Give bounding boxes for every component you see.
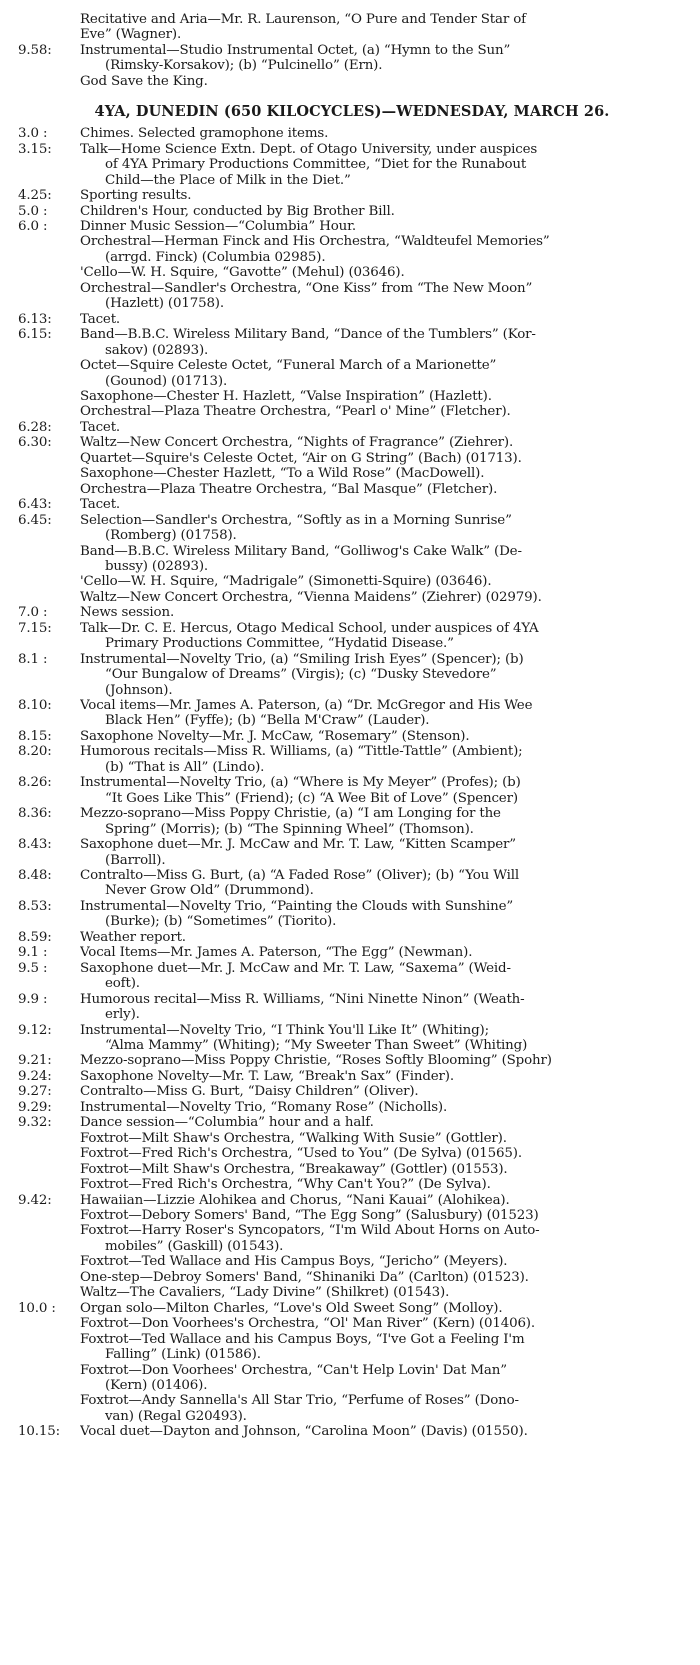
entry-text: “It Goes Like This” (Friend); (c) “A Wee Bit of Love” (Spencer) bbox=[105, 790, 518, 806]
programme-entry bbox=[18, 435, 686, 450]
entry-time bbox=[18, 1332, 80, 1347]
entry-text: Humorous recital—Miss R. Williams, “Nini Ninette Ninon” (Weath- bbox=[80, 991, 525, 1007]
entry-text: God Save the King. bbox=[80, 73, 208, 89]
entry-text: Weather report. bbox=[80, 929, 186, 945]
programme-entry bbox=[18, 744, 686, 759]
entry-time: 9.9 : bbox=[18, 991, 48, 1007]
entry-time bbox=[18, 1363, 80, 1378]
programme-entry bbox=[18, 621, 686, 636]
programme-line bbox=[18, 404, 686, 419]
entry-time bbox=[18, 173, 80, 188]
entry-text: Foxtrot—Harry Roser's Syncopators, “I'm Wild About Horns on Auto- bbox=[80, 1223, 540, 1239]
programme-line bbox=[18, 914, 686, 929]
entry-text: Instrumental—Novelty Trio, (a) “Smiling Irish Eyes” (Spencer); (b) bbox=[80, 651, 524, 667]
entry-time: 9.42: bbox=[18, 1192, 52, 1208]
entry-text: Selection—Sandler's Orchestra, “Softly as in a Morning Sunrise” bbox=[80, 512, 512, 528]
entry-time bbox=[18, 1409, 80, 1424]
entry-text: Children's Hour, conducted by Big Brother Bill. bbox=[80, 203, 395, 219]
programme-entry bbox=[18, 327, 686, 342]
programme-line bbox=[18, 883, 686, 898]
entry-text: Saxophone duet—Mr. J. McCaw and Mr. T. Law, “Kitten Scamper” bbox=[80, 837, 516, 853]
programme-line bbox=[18, 374, 686, 389]
entry-text: Saxophone—Chester Hazlett, “To a Wild Rose” (MacDowell). bbox=[80, 466, 485, 482]
programme-line bbox=[18, 58, 686, 73]
programme-entry bbox=[18, 945, 686, 960]
entry-text: (Rimsky-Korsakov); (b) “Pulcinello” (Ern). bbox=[105, 58, 383, 74]
entry-text: Dance session—“Columbia” hour and a half. bbox=[80, 1115, 374, 1131]
programme-line bbox=[18, 1007, 686, 1022]
programme-line bbox=[18, 234, 686, 249]
entry-text: (Gounod) (01713). bbox=[105, 373, 228, 389]
programme-line bbox=[18, 1270, 686, 1285]
entry-text: Talk—Dr. C. E. Hercus, Otago Medical School, under auspices of 4YA bbox=[80, 620, 539, 636]
entry-text: Waltz—New Concert Orchestra, “Nights of Fragrance” (Ziehrer). bbox=[80, 435, 514, 451]
entry-text: Tacet. bbox=[80, 311, 121, 327]
programme-line bbox=[18, 713, 686, 728]
entry-text: Quartet—Squire's Celeste Octet, “Air on G String” (Bach) (01713). bbox=[80, 450, 522, 466]
entry-text: Instrumental—Novelty Trio, “Painting the Clouds with Sunshine” bbox=[80, 898, 514, 914]
entry-text: Foxtrot—Don Voorhees' Orchestra, “Can't Help Lovin' Dat Man” bbox=[80, 1362, 507, 1378]
entry-time bbox=[18, 1254, 80, 1269]
entry-time bbox=[18, 636, 80, 651]
entry-time bbox=[18, 157, 80, 172]
entry-text: Octet—Squire Celeste Octet, “Funeral March of a Marionette” bbox=[80, 358, 497, 374]
entry-time bbox=[18, 976, 80, 991]
entry-text: Contralto—Miss G. Burt, (a) “A Faded Rose” (Oliver); (b) “You Will bbox=[80, 868, 520, 884]
programme-line bbox=[18, 636, 686, 651]
programme-entry bbox=[18, 930, 686, 945]
entry-text: Saxophone Novelty—Mr. J. McCaw, “Rosemary” (Stenson). bbox=[80, 728, 470, 744]
programme-entry bbox=[18, 142, 686, 157]
entry-text: 'Cello—W. H. Squire, “Madrigale” (Simonetti-Squire) (03646). bbox=[80, 574, 492, 590]
programme-line bbox=[18, 466, 686, 481]
programme-line bbox=[18, 574, 686, 589]
programme-line bbox=[18, 559, 686, 574]
entry-time bbox=[18, 1177, 80, 1192]
entry-text: Orchestral—Plaza Theatre Orchestra, “Pearl o' Mine” (Fletcher). bbox=[80, 404, 511, 420]
programme-entry bbox=[18, 1084, 686, 1099]
entry-time: 8.15: bbox=[18, 728, 52, 744]
programme-line bbox=[18, 12, 686, 27]
entry-text: bussy) (02893). bbox=[105, 558, 209, 574]
programme-line bbox=[18, 760, 686, 775]
entry-time bbox=[18, 667, 80, 682]
entry-time bbox=[18, 559, 80, 574]
entry-time bbox=[18, 590, 80, 605]
entry-text: Black Hen” (Fyffe); (b) “Bella M'Craw” (Lauder). bbox=[105, 713, 430, 729]
programme-line bbox=[18, 1332, 686, 1347]
entry-text: Spring” (Morris); (b) “The Spinning Wheel” (Thomson). bbox=[105, 821, 474, 837]
programme-line bbox=[18, 389, 686, 404]
entry-time: 8.1 : bbox=[18, 651, 48, 667]
programme-line bbox=[18, 683, 686, 698]
entry-text: sakov) (02893). bbox=[105, 342, 209, 358]
entry-time bbox=[18, 1393, 80, 1408]
programme-line bbox=[18, 667, 686, 682]
programme-entry bbox=[18, 652, 686, 667]
entry-text: Foxtrot—Debory Somers' Band, “The Egg Song” (Salusbury) (01523) bbox=[80, 1207, 539, 1223]
entry-text: (Johnson). bbox=[105, 682, 173, 698]
entry-time: 9.1 : bbox=[18, 945, 48, 961]
entry-time bbox=[18, 389, 80, 404]
entry-time: 6.0 : bbox=[18, 218, 48, 234]
programme-line bbox=[18, 791, 686, 806]
programme-entry bbox=[18, 698, 686, 713]
entry-time bbox=[18, 12, 80, 27]
programme-line bbox=[18, 1162, 686, 1177]
entry-time bbox=[18, 58, 80, 73]
entry-text: Waltz—New Concert Orchestra, “Vienna Maidens” (Ziehrer) (02979). bbox=[80, 589, 542, 605]
entry-time bbox=[18, 343, 80, 358]
entry-text: (Romberg) (01758). bbox=[105, 528, 237, 544]
entry-text: Foxtrot—Fred Rich's Orchestra, “Used to You” (De Sylva) (01565). bbox=[80, 1146, 522, 1162]
programme-line bbox=[18, 1146, 686, 1161]
previous-station-programme bbox=[18, 12, 686, 89]
entry-time: 9.12: bbox=[18, 1022, 52, 1038]
entry-time bbox=[18, 760, 80, 775]
programme-entry bbox=[18, 219, 686, 234]
entry-time: 9.5 : bbox=[18, 960, 48, 976]
programme-line bbox=[18, 157, 686, 172]
programme-line bbox=[18, 358, 686, 373]
programme-line bbox=[18, 1208, 686, 1223]
entry-time bbox=[18, 466, 80, 481]
entry-text: Foxtrot—Ted Wallace and His Campus Boys, “Jericho” (Meyers). bbox=[80, 1254, 508, 1270]
programme-line bbox=[18, 250, 686, 265]
programme-entry bbox=[18, 992, 686, 1007]
programme-line bbox=[18, 1378, 686, 1393]
entry-time bbox=[18, 1146, 80, 1161]
entry-time: 3.15: bbox=[18, 141, 52, 157]
entry-time bbox=[18, 1270, 80, 1285]
entry-text: Band—B.B.C. Wireless Military Band, “Dance of the Tumblers” (Kor- bbox=[80, 327, 536, 343]
entry-text: Dinner Music Session—“Columbia” Hour. bbox=[80, 218, 356, 234]
entry-time bbox=[18, 482, 80, 497]
programme-entry bbox=[18, 1023, 686, 1038]
entry-time bbox=[18, 1162, 80, 1177]
entry-time bbox=[18, 1378, 80, 1393]
entry-text: Foxtrot—Milt Shaw's Orchestra, “Walking With Susie” (Gottler). bbox=[80, 1130, 507, 1146]
entry-text: of 4YA Primary Productions Committee, “Diet for the Runabout bbox=[105, 157, 527, 173]
entry-text: Chimes. Selected gramophone items. bbox=[80, 126, 329, 142]
entry-text: Orchestral—Sandler's Orchestra, “One Kiss” from “The New Moon” bbox=[80, 280, 533, 296]
entry-text: Vocal items—Mr. James A. Paterson, (a) “Dr. McGregor and His Wee bbox=[80, 698, 533, 714]
entry-text: Foxtrot—Milt Shaw's Orchestra, “Breakaway” (Gottler) (01553). bbox=[80, 1161, 508, 1177]
programme-line bbox=[18, 590, 686, 605]
entry-time: 5.0 : bbox=[18, 203, 48, 219]
programme-line bbox=[18, 1285, 686, 1300]
entry-time bbox=[18, 1131, 80, 1146]
entry-text: Instrumental—Novelty Trio, “I Think You'll Like It” (Whiting); bbox=[80, 1022, 489, 1038]
programme-entry bbox=[18, 513, 686, 528]
programme-entry bbox=[18, 868, 686, 883]
entry-text: 'Cello—W. H. Squire, “Gavotte” (Mehul) (03646). bbox=[80, 265, 405, 281]
programme-entry bbox=[18, 1115, 686, 1130]
entry-time: 9.58: bbox=[18, 42, 52, 58]
entry-time bbox=[18, 234, 80, 249]
programme-entry bbox=[18, 775, 686, 790]
entry-time: 6.45: bbox=[18, 512, 52, 528]
entry-time bbox=[18, 404, 80, 419]
entry-time: 10.15: bbox=[18, 1424, 60, 1440]
entry-text: Instrumental—Studio Instrumental Octet, (a) “Hymn to the Sun” bbox=[80, 42, 511, 58]
entry-text: Band—B.B.C. Wireless Military Band, “Golliwog's Cake Walk” (De- bbox=[80, 543, 522, 559]
programme-entry bbox=[18, 1069, 686, 1084]
entry-time bbox=[18, 250, 80, 265]
programme-entry bbox=[18, 961, 686, 976]
programme-entry bbox=[18, 497, 686, 512]
programme-entry bbox=[18, 312, 686, 327]
entry-text: Waltz—The Cavaliers, “Lady Divine” (Shilkret) (01543). bbox=[80, 1285, 450, 1301]
entry-text: News session. bbox=[80, 605, 175, 621]
entry-text: Instrumental—Novelty Trio, “Romany Rose” (Nicholls). bbox=[80, 1099, 448, 1115]
entry-text: erly). bbox=[105, 1007, 140, 1023]
entry-text: Instrumental—Novelty Trio, (a) “Where is My Meyer” (Profes); (b) bbox=[80, 775, 521, 791]
entry-text: (Burke); (b) “Sometimes” (Tiorito). bbox=[105, 914, 337, 930]
entry-text: Contralto—Miss G. Burt, “Daisy Children” (Oliver). bbox=[80, 1084, 419, 1100]
programme-entry bbox=[18, 1053, 686, 1068]
entry-text: Foxtrot—Fred Rich's Orchestra, “Why Can't You?” (De Sylva). bbox=[80, 1177, 491, 1193]
entry-time: 9.32: bbox=[18, 1115, 52, 1131]
entry-text: (Hazlett) (01758). bbox=[105, 296, 224, 312]
entry-time bbox=[18, 822, 80, 837]
programme-line bbox=[18, 1393, 686, 1408]
entry-text: van) (Regal G20493). bbox=[105, 1408, 247, 1424]
entry-time bbox=[18, 544, 80, 559]
programme-line bbox=[18, 1363, 686, 1378]
entry-time bbox=[18, 883, 80, 898]
programme-line bbox=[18, 296, 686, 311]
programme-entry bbox=[18, 837, 686, 852]
entry-text: (Barroll). bbox=[105, 852, 166, 868]
entry-time: 8.48: bbox=[18, 868, 52, 884]
4ya-programme-listing bbox=[18, 126, 686, 1440]
programme-entry bbox=[18, 729, 686, 744]
entry-text: Foxtrot—Ted Wallace and his Campus Boys, “I've Got a Feeling I'm bbox=[80, 1331, 525, 1347]
entry-text: Organ solo—Milton Charles, “Love's Old Sweet Song” (Molloy). bbox=[80, 1300, 503, 1316]
entry-time: 10.0 : bbox=[18, 1300, 56, 1316]
entry-text: Recitative and Aria—Mr. R. Laurenson, “O Pure and Tender Star of bbox=[80, 12, 526, 27]
programme-line bbox=[18, 482, 686, 497]
entry-time: 8.26: bbox=[18, 775, 52, 791]
programme-line bbox=[18, 1239, 686, 1254]
entry-time bbox=[18, 853, 80, 868]
programme-entry bbox=[18, 126, 686, 141]
entry-time: 9.24: bbox=[18, 1068, 52, 1084]
entry-time: 7.0 : bbox=[18, 605, 48, 621]
programme-entry bbox=[18, 188, 686, 203]
entry-text: Tacet. bbox=[80, 497, 121, 513]
programme-line bbox=[18, 544, 686, 559]
programme-line bbox=[18, 976, 686, 991]
entry-text: Mezzo-soprano—Miss Poppy Christie, “Roses Softly Blooming” (Spohr) bbox=[80, 1053, 552, 1069]
entry-time: 4.25: bbox=[18, 188, 52, 204]
programme-entry bbox=[18, 1301, 686, 1316]
entry-time bbox=[18, 374, 80, 389]
entry-text: eoft). bbox=[105, 976, 140, 992]
entry-time bbox=[18, 74, 80, 89]
entry-time bbox=[18, 1347, 80, 1362]
entry-text: Mezzo-soprano—Miss Poppy Christie, (a) “I am Longing for the bbox=[80, 806, 501, 822]
entry-time: 6.15: bbox=[18, 327, 52, 343]
entry-time bbox=[18, 1316, 80, 1331]
entry-time: 9.27: bbox=[18, 1084, 52, 1100]
entry-text: Orchestral—Herman Finck and His Orchestra, “Waldteufel Memories” bbox=[80, 234, 550, 250]
entry-time: 8.20: bbox=[18, 744, 52, 760]
programme-line bbox=[18, 451, 686, 466]
entry-text: Tacet. bbox=[80, 419, 121, 435]
entry-time: 7.15: bbox=[18, 620, 52, 636]
programme-entry bbox=[18, 43, 686, 58]
programme-line bbox=[18, 853, 686, 868]
entry-time bbox=[18, 358, 80, 373]
entry-text: Saxophone Novelty—Mr. T. Law, “Break'n Sax” (Finder). bbox=[80, 1068, 454, 1084]
entry-time bbox=[18, 1285, 80, 1300]
programme-line bbox=[18, 1177, 686, 1192]
programme-line bbox=[18, 74, 686, 89]
entry-time bbox=[18, 1038, 80, 1053]
entry-text: One-step—Debroy Somers' Band, “Shinaniki Da” (Carlton) (01523). bbox=[80, 1269, 529, 1285]
entry-text: Foxtrot—Don Voorhees's Orchestra, “Ol' Man River” (Kern) (01406). bbox=[80, 1316, 535, 1332]
entry-text: Orchestra—Plaza Theatre Orchestra, “Bal Masque” (Fletcher). bbox=[80, 481, 498, 497]
station-heading: 4YA, DUNEDIN (650 KILOCYCLES)—WEDNESDAY, MARCH 26. bbox=[94, 103, 610, 121]
entry-text: Humorous recitals—Miss R. Williams, (a) “Tittle-Tattle” (Ambient); bbox=[80, 744, 523, 760]
entry-time bbox=[18, 791, 80, 806]
entry-text: Vocal Items—Mr. James A. Paterson, “The Egg” (Newman). bbox=[80, 945, 473, 961]
programme-line bbox=[18, 1131, 686, 1146]
entry-text: Saxophone duet—Mr. J. McCaw and Mr. T. Law, “Saxema” (Weid- bbox=[80, 960, 511, 976]
programme-line bbox=[18, 1038, 686, 1053]
entry-time bbox=[18, 451, 80, 466]
entry-time bbox=[18, 713, 80, 728]
programme-line bbox=[18, 1254, 686, 1269]
entry-time bbox=[18, 1007, 80, 1022]
entry-text: Talk—Home Science Extn. Dept. of Otago University, under auspices bbox=[80, 141, 538, 157]
entry-time bbox=[18, 683, 80, 698]
entry-text: Sporting results. bbox=[80, 188, 192, 204]
programme-line bbox=[18, 1223, 686, 1238]
entry-time: 8.36: bbox=[18, 806, 52, 822]
programme-entry bbox=[18, 420, 686, 435]
programme-entry bbox=[18, 806, 686, 821]
programme-line bbox=[18, 1347, 686, 1362]
entry-time bbox=[18, 27, 80, 42]
entry-time: 6.13: bbox=[18, 311, 52, 327]
entry-time bbox=[18, 528, 80, 543]
entry-time bbox=[18, 296, 80, 311]
programme-line bbox=[18, 173, 686, 188]
entry-text: Falling” (Link) (01586). bbox=[105, 1347, 261, 1363]
programme-line bbox=[18, 528, 686, 543]
programme-line bbox=[18, 822, 686, 837]
entry-time bbox=[18, 265, 80, 280]
entry-text: Hawaiian—Lizzie Alohikea and Chorus, “Nani Kauai” (Alohikea). bbox=[80, 1192, 510, 1208]
entry-time: 8.10: bbox=[18, 698, 52, 714]
entry-text: (b) “That is All” (Lindo). bbox=[105, 759, 265, 775]
programme-entry bbox=[18, 1424, 686, 1439]
programme-entry bbox=[18, 899, 686, 914]
programme-line bbox=[18, 1409, 686, 1424]
entry-time: 6.28: bbox=[18, 419, 52, 435]
programme-entry bbox=[18, 204, 686, 219]
entry-time: 8.53: bbox=[18, 898, 52, 914]
entry-text: Child—the Place of Milk in the Diet.” bbox=[105, 172, 351, 188]
entry-text: Eve” (Wagner). bbox=[80, 27, 182, 43]
programme-line bbox=[18, 343, 686, 358]
programme-entry bbox=[18, 605, 686, 620]
entry-time: 9.29: bbox=[18, 1099, 52, 1115]
entry-text: “Alma Mammy” (Whiting); “My Sweeter Than Sweet” (Whiting) bbox=[105, 1038, 528, 1053]
entry-text: Never Grow Old” (Drummond). bbox=[105, 883, 314, 899]
entry-time bbox=[18, 914, 80, 929]
programme-line bbox=[18, 265, 686, 280]
entry-time: 3.0 : bbox=[18, 126, 48, 142]
entry-text: Saxophone—Chester H. Hazlett, “Valse Inspiration” (Hazlett). bbox=[80, 388, 492, 404]
programme-line bbox=[18, 27, 686, 42]
programme-line bbox=[18, 281, 686, 296]
programme-line bbox=[18, 1316, 686, 1331]
entry-text: Foxtrot—Andy Sannella's All Star Trio, “Perfume of Roses” (Dono- bbox=[80, 1393, 519, 1409]
programme-entry bbox=[18, 1100, 686, 1115]
entry-text: Primary Productions Committee, “Hydatid Disease.” bbox=[105, 636, 454, 652]
entry-time bbox=[18, 281, 80, 296]
entry-time: 6.30: bbox=[18, 435, 52, 451]
entry-time bbox=[18, 1208, 80, 1223]
entry-time bbox=[18, 574, 80, 589]
entry-time bbox=[18, 1223, 80, 1238]
entry-time: 8.43: bbox=[18, 837, 52, 853]
entry-time: 9.21: bbox=[18, 1053, 52, 1069]
entry-text: (arrgd. Finck) (Columbia 02985). bbox=[105, 249, 326, 265]
entry-time: 8.59: bbox=[18, 929, 52, 945]
entry-time: 6.43: bbox=[18, 497, 52, 513]
entry-text: mobiles” (Gaskill) (01543). bbox=[105, 1238, 284, 1254]
entry-text: “Our Bungalow of Dreams” (Virgis); (c) “Dusky Stevedore” bbox=[105, 667, 497, 683]
entry-time bbox=[18, 1239, 80, 1254]
entry-text: Vocal duet—Dayton and Johnson, “Carolina Moon” (Davis) (01550). bbox=[80, 1424, 528, 1440]
entry-text: (Kern) (01406). bbox=[105, 1377, 208, 1393]
programme-entry bbox=[18, 1193, 686, 1208]
